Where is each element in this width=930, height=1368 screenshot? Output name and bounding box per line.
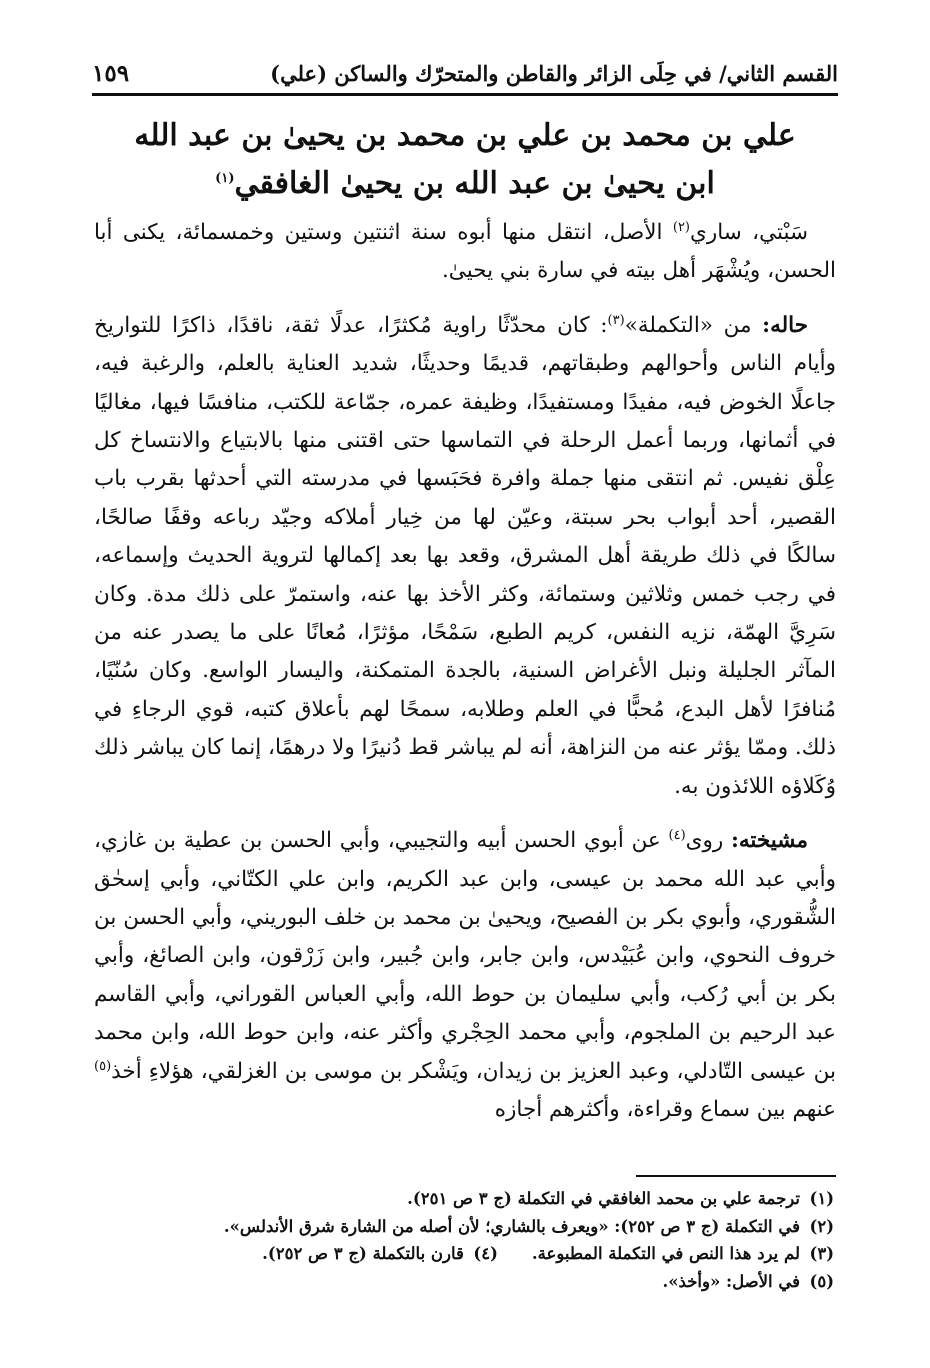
title-line-2-text: ابن يحيىٰ بن عبد الله بن يحيىٰ الغافقي [234,166,715,201]
footnote-text: في الأصل: «وأخذ». [662,1271,800,1291]
intro-text-1: سَبْتي، ساري [690,220,808,245]
entry-title [120,112,810,208]
main-text [94,214,836,1129]
footnote-number: (٤) [473,1244,498,1263]
footnote-number: (١) [809,1189,834,1208]
footnote-ref-4[interactable]: (٤) [668,827,686,843]
footnote-2 [94,1213,834,1241]
footnote-3-and-4 [94,1240,834,1268]
footnote-number: (٢) [809,1216,834,1236]
mashyakha-label: مشيخته: [730,828,808,854]
title-line-1: علي بن محمد بن علي بن محمد بن يحيىٰ بن عبد الله [134,118,796,153]
page-number: ١٥٩ [92,59,130,87]
haluhu-text-1: من «التكملة» [624,312,763,338]
haluhu-label: حاله: [762,312,808,338]
footnotes [94,1185,834,1295]
footnote-ref-2[interactable]: (٢) [672,219,690,235]
intro-paragraph [94,214,836,291]
header-rule [92,93,838,96]
mashyakha-text-2: عن أبوي الحسن أبيه والتجيبي، وأبي الحسن بن عطية بن غازي، وأبي عبد الله محمد بن عيسى، وابن عبد الكريم، وابن علي الكتّاني، وأبي إسحٰق الشُّقوري، وأبوي بكر بن الفصيح، ويحيىٰ بن محمد بن خلف البوريني، وأبي الحسن بن خروف النحوي، وابن عُبَيْدس، وابن جابر، وابن جُبير، وابن زَرْقون، وابن الصائغ، وأبي بكر بن أبي رُكب، وأبي سليمان بن حوط الله، وأبي العباس القوراني، وأبي القاسم عبد الرحيم بن الملجوم، وأبي محمد الحِجْري وأكثر عنه، وابن حوط الله، وابن محمد بن عيسى التّادلي، وعبد العزيز بن زيدان، ويَشْكر بن موسى بن الغزلقي، هؤلاءِ أخذ [94,828,836,1084]
footnote-ref-1[interactable]: (١) [215,171,235,186]
mashyakha-text-3: عنهم بين سماع وقراءة، وأكثرهم أجازه [494,1096,836,1122]
running-title: القسم الثاني/ في حِلَى الزائر والقاطن والمتحرّك والساكن (علي) [270,60,838,86]
footnote-5 [94,1268,834,1296]
mashyakha-text-1: روى [685,828,731,854]
footnote-1 [94,1185,834,1213]
mashyakha-paragraph [94,822,836,1129]
footnote-text: ترجمة علي بن محمد الغافقي في التكملة (ج ٣ ص ٢٥١). [407,1189,800,1208]
title-line-2 [120,160,810,208]
footnote-text: في التكملة (ج ٣ ص ٢٥٢): «ويعرف بالشاري؛ لأن أصله من الشارة شرق الأندلس». [223,1216,800,1236]
footnote-text: قارن بالتكملة (ج ٣ ص ٢٥٢). [262,1244,464,1263]
intro-text-2: الأصل، انتقل منها أبوه سنة اثنتين وستين وخمسمائة، يكنى أبا الحسن، ويُشْهَر أهل بيته في سارة بني يحيىٰ. [94,220,836,284]
footnote-ref-5[interactable]: (٥) [94,1058,112,1074]
footnote-number: (٥) [809,1271,834,1291]
running-head [92,56,838,90]
haluhu-text-2: : كان محدّثًا راوية مُكثرًا، عدلًا ثقة، ناقدًا، ذاكرًا للتواريخ وأيام الناس وأحوالهم وطبقاتهم، قديمًا وحديثًا، شديد العناية بالعلم، والرغبة فيه، جاعلًا الخوض فيه، مفيدًا ومستفيدًا، وظيفة عمره، جمّاعة للكتب، منافسًا فيها، مغاليًا في أثمانها، وربما أعمل الرحلة في التماسها حتى اقتنى منها بالابتياع والانتساخ كل عِلْق نفيس. ثم انتقى منها جملة وافرة فحَبَسها في مدرسته التي أحدثها بقرب باب القصير، أحد أبواب بحر سبتة، وعيّن لها من خِيار أملاكه وجيّد رباعه وقفًا صالحًا، سالكًا في ذلك طريقة أهل المشرق، وقعد بها بعد إكمالها لتروية الحديث وإسماعه، في رجب خمس وثلاثين وستمائة، وكثر الأخذ بها عنه، واستمرّ على ذلك مدة. وكان سَرِيَّ الهمّة، نزيه النفس، كريم الطبع، سَمْحًا، مؤثرًا، مُعانًا على ما يصدر عنه من المآثر الجليلة ونبل الأغراض السنية، بالجدة المتمكنة، واليسار الواسع. وكان سُنّيًا، مُنافرًا لأهل البدع، مُحبًّا في العلم وطلابه، سمحًا لهم بأعلاق كتبه، قوي الرجاءِ في ذلك. وممّا يؤثر عنه من النزاهة، أنه لم يباشر قط دُنيرًا ولا درهمًا، إنما كان يباشر ذلك وُكَلاؤه اللائذون به. [94,312,836,799]
footnote-text: لم يرد هذا النص في التكملة المطبوعة. [531,1244,800,1263]
haluhu-paragraph [94,307,836,806]
footnote-separator [636,1175,836,1177]
footnote-number: (٣) [809,1244,834,1263]
footnote-ref-3[interactable]: (٣) [607,312,625,328]
